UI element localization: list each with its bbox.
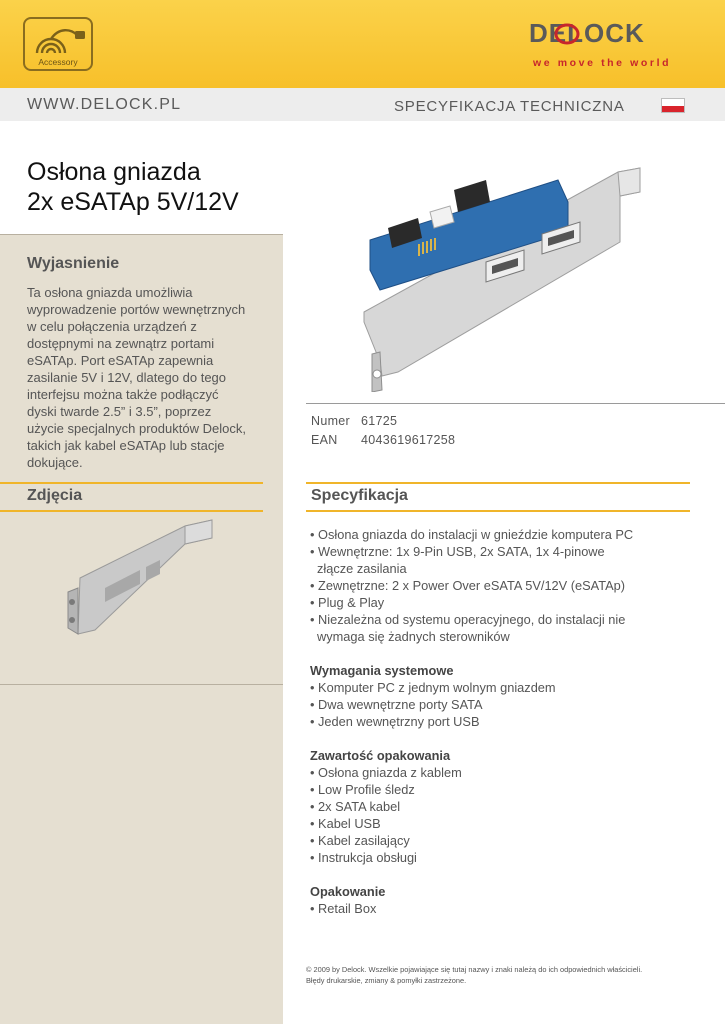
- cable-icon: [31, 23, 89, 59]
- package-item: • Osłona gniazda z kablem: [310, 765, 462, 780]
- product-number: [311, 414, 397, 428]
- page-title: [27, 157, 239, 217]
- title-line-1: Osłona gniazda: [27, 158, 201, 186]
- explanation-line: w celu połączenia urządzeń z: [27, 319, 197, 334]
- package-item: • 2x SATA kabel: [310, 799, 401, 814]
- explanation-line: interfejsu można także podłączyć: [27, 387, 219, 402]
- explanation-line: takich jak kabel eSATAp lub stacje: [27, 438, 225, 453]
- product-ean: [311, 433, 455, 447]
- accessory-label: Accessory: [38, 57, 78, 67]
- title-line-2: 2x eSATAp 5V/12V: [27, 188, 239, 216]
- requirement-item: • Jeden wewnętrzny port USB: [310, 714, 480, 729]
- specification-list: [310, 526, 690, 917]
- section-label: SPECYFIKACJA TECHNICZNA: [394, 98, 625, 115]
- explanation-heading: Wyjasnienie: [27, 255, 120, 272]
- delock-logo[interactable]: [529, 18, 689, 70]
- orange-divider: [0, 482, 263, 484]
- footer-copyright: © 2009 by Delock. Wszelkie pojawiające się tutaj nazwy i znaki należą do ich odpowiednich właścicieli.: [306, 965, 643, 974]
- specification-heading: Specyfikacja: [311, 487, 408, 504]
- explanation-line: dostępnymi na zewnątrz portami: [27, 336, 215, 351]
- feature-item: • Zewnętrzne: 2 x Power Over eSATA 5V/12V (eSATAp): [310, 578, 626, 593]
- brand-tagline: we move the world: [533, 57, 672, 69]
- feature-item-continued: wymaga się żadnych sterowników: [317, 629, 510, 644]
- photos-heading: Zdjęcia: [27, 487, 83, 504]
- package-item: • Instrukcja obsługi: [310, 850, 417, 865]
- footer-disclaimer: Błędy drukarskie, zmiany & pomyłki zastrzeżone.: [306, 976, 467, 985]
- feature-item: • Osłona gniazda do instalacji w gnieździe komputera PC: [310, 527, 634, 542]
- brand-logo-wordmark: DELOCK: [529, 18, 645, 48]
- number-value: 61725: [361, 414, 398, 428]
- number-label: Numer: [311, 414, 351, 428]
- brand-swoosh-icon: [552, 17, 582, 47]
- package-heading: Zawartość opakowania: [310, 748, 451, 763]
- feature-item: • Niezależna od systemu operacyjnego, do instalacji nie: [310, 612, 626, 627]
- package-item: • Low Profile śledz: [310, 782, 415, 797]
- explanation-line: Ta osłona gniazda umożliwia: [27, 285, 193, 300]
- package-item: • Kabel USB: [310, 816, 381, 831]
- feature-item-continued: złącze zasilania: [317, 561, 407, 576]
- website-link[interactable]: WWW.DELOCK.PL: [27, 96, 182, 113]
- explanation-line: dokujące.: [27, 455, 83, 470]
- requirement-item: • Komputer PC z jednym wolnym gniazdem: [310, 680, 556, 695]
- product-photo[interactable]: [358, 162, 658, 392]
- ean-label: EAN: [311, 433, 338, 447]
- requirement-item: • Dwa wewnętrzne porty SATA: [310, 697, 483, 712]
- header-band: [0, 0, 725, 88]
- explanation-line: użycie specjalnych produktów Delock,: [27, 421, 246, 436]
- explanation-line: eSATAp. Port eSATAp zapewnia: [27, 353, 214, 368]
- footer-note: [306, 964, 642, 986]
- low-profile-bracket-photo[interactable]: [50, 518, 220, 643]
- explanation-line: zasilanie 5V i 12V, dlatego do tego: [27, 370, 227, 385]
- feature-item: • Wewnętrzne: 1x 9-Pin USB, 2x SATA, 1x 4-pinowe: [310, 544, 605, 559]
- divider: [0, 234, 283, 235]
- ean-value: 4043619617258: [361, 433, 456, 447]
- poland-flag-icon: [661, 98, 685, 113]
- orange-divider: [0, 510, 263, 512]
- orange-divider: [306, 482, 690, 484]
- explanation-line: wyprowadzenie portów wewnętrznych: [27, 302, 246, 317]
- divider: [0, 684, 283, 685]
- packaging-heading: Opakowanie: [310, 884, 386, 899]
- orange-divider: [306, 510, 690, 512]
- requirements-heading: Wymagania systemowe: [310, 663, 454, 678]
- brand-logo-text: [529, 18, 645, 49]
- feature-item: • Plug & Play: [310, 595, 385, 610]
- explanation-line: dyski twarde 2.5” i 3.5”, poprzez: [27, 404, 212, 419]
- accessory-badge: [23, 17, 93, 71]
- divider: [306, 403, 725, 404]
- explanation-text: [27, 284, 267, 471]
- package-item: • Kabel zasilający: [310, 833, 410, 848]
- packaging-item: • Retail Box: [310, 901, 377, 916]
